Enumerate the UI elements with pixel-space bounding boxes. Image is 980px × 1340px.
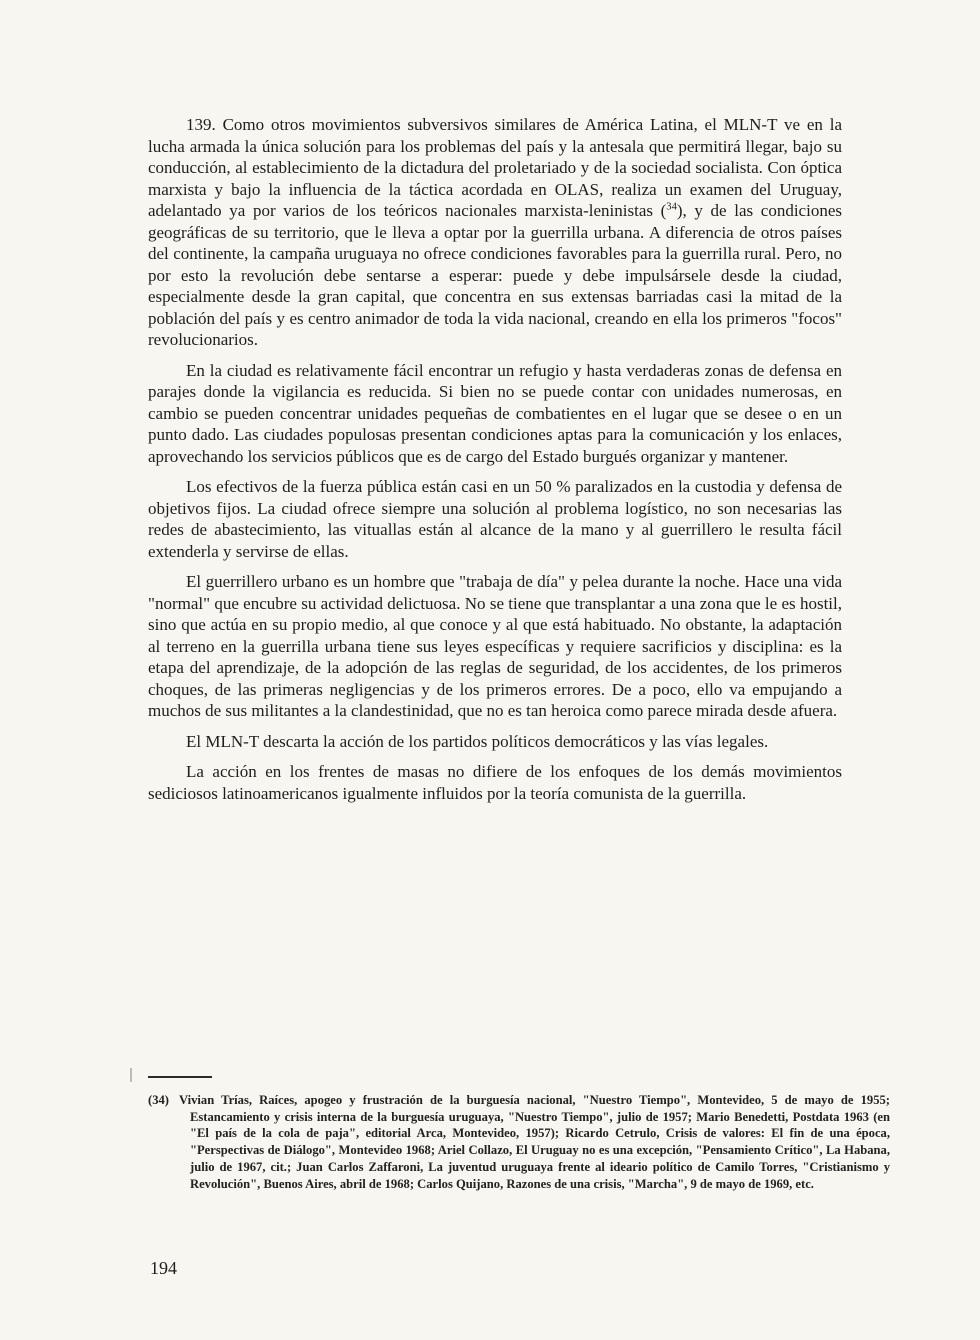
paragraph-public-force: Los efectivos de la fuerza pública están casi en un 50 % paralizados en la custodia y defensa de objetivos fijos. La ciudad ofrece siempre una solución al problema logístico, no son necesarias las redes de abastecimiento, las vituallas están al alcance de la mano y al guerrillero le resulta fácil extenderla y servirse de ellas.	[148, 477, 842, 561]
paragraph-text: ), y de las condiciones geográficas de su territorio, que le lleva a optar por la guerrilla urbana. A diferencia de otros países del continente, la campaña uruguaya no ofrece condiciones favorables para la guerrilla rural. Pero, no por esto la revolución debe sentarse a esperar: puede y debe impulsársele desde la ciudad, especialmente desde la gran capital, que concentra en sus extensas barriadas casi la mitad de la población del país y es centro animador de toda la vida nacional, creando en ella los primeros "focos" revolucionarios.	[148, 201, 842, 349]
paragraph-mlnt-discards: El MLN-T descarta la acción de los partidos políticos democráticos y las vías legales.	[186, 731, 769, 751]
paragraph-city-refuge: En la ciudad es relativamente fácil encontrar un refugio y hasta verdaderas zonas de defensa en parajes donde la vigilancia es reducida. Si bien no se puede contar con unidades numerosas, en cambio se pueden concentrar unidades pequeñas de combatientes en el lugar que se desee o en un punto dado. Las ciudades populosas presentan condiciones aptas para la comunicación y los enlaces, aprovechando los servicios públicos que es de cargo del Estado burgués organizar y mantener.	[148, 360, 842, 466]
footnote-reference: 34	[666, 201, 677, 213]
paragraph-mass-fronts: La acción en los frentes de masas no difiere de los enfoques de los demás movimientos sediciosos latinoamericanos igualmente influidos por la teoría comunista de la guerrilla.	[148, 762, 842, 803]
footnote-separator	[148, 1076, 212, 1078]
footnote-34	[148, 1092, 890, 1192]
paragraph-139	[148, 114, 842, 351]
body-text	[148, 114, 842, 813]
paragraph-urban-guerrilla: El guerrillero urbano es un hombre que "trabaja de día" y pelea durante la noche. Hace una vida "normal" que encubre su actividad delictuosa. No se tiene que transplantar a una zona que le es hostil, sino que actúa en su propio medio, al que conoce y al que está habituado. No obstante, la adaptación al terreno en la guerrilla urbana tiene sus leyes específicas y requiere sacrificios y disciplina: es la etapa del aprendizaje, de la adopción de las reglas de seguridad, de los accidentes, de los primeros choques, de las primeras negligencias y de los primeros errores. De a poco, ello va empujando a muchos de sus militantes a la clandestinidad, que no es tan heroica como parece mirada desde afuera.	[148, 572, 842, 720]
footnote-text: Vivian Trías, Raíces, apogeo y frustración de la burguesía nacional, "Nuestro Tiempo", Montevideo, 5 de mayo de 1955; Estancamiento y crisis interna de la burguesía uruguaya, "Nuestro Tiempo", julio de 1957; Mario Benedetti, Postdata 1963 (en "El país de la cola de paja", editorial Arca, Montevideo, 1957); Ricardo Cetrulo, Crisis de valores: El fin de una época, "Perspectivas de Diálogo", Montevideo 1968; Ariel Collazo, El Uruguay no es una excepción, "Pensamiento Crítico", La Habana, julio de 1967, cit.; Juan Carlos Zaffaroni, La juventud uruguaya frente al ideario político de Camilo Torres, "Cristianismo y Revolución", Buenos Aires, abril de 1968; Carlos Quijano, Razones de una crisis, "Marcha", 9 de mayo de 1969, etc.	[178, 1093, 890, 1191]
footnote-label: (34)	[148, 1093, 169, 1107]
paragraph-text: 139. Como otros movimientos subversivos similares de América Latina, el MLN-T ve en la lucha armada la única solución para los problemas del país y la antesala que permitirá llegar, bajo su conducción, al establecimiento de la dictadura del proletariado y de la sociedad socialista. Con óptica marxista y bajo la influencia de la táctica acordada en OLAS, realiza un examen del Uruguay, adelantado ya por varios de los teóricos nacionales marxista-leninistas (	[148, 115, 842, 220]
page-number: 194	[150, 1258, 177, 1278]
scan-artifact	[130, 1068, 132, 1082]
